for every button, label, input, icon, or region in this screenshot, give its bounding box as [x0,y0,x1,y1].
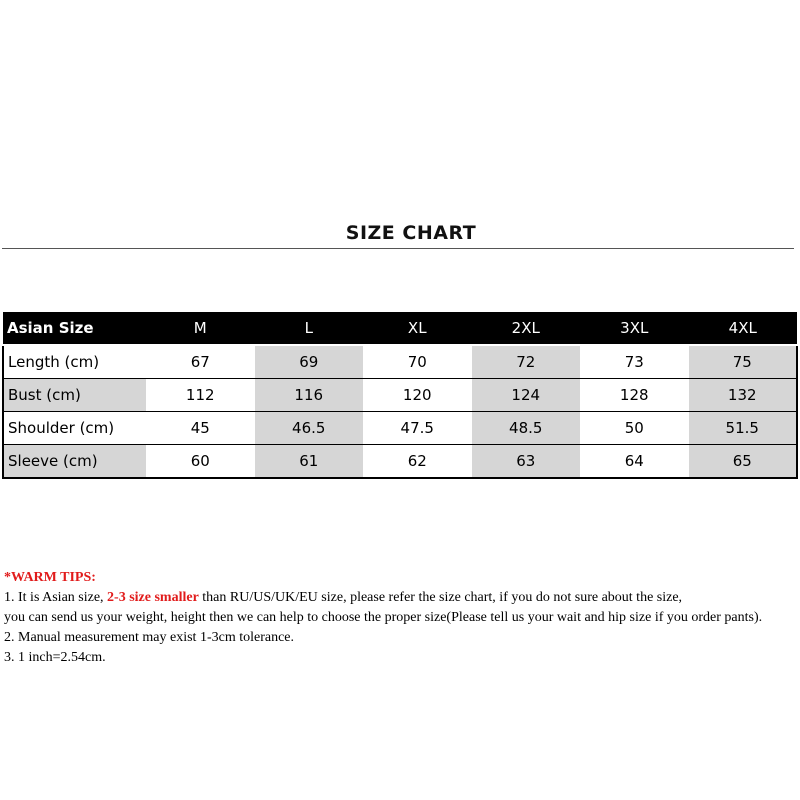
table-cell: 73 [580,345,689,379]
header-cell-size: 2XL [472,312,581,345]
header-cell-size: M [146,312,255,345]
table-cell: 112 [146,379,255,412]
tips-heading: *WARM TIPS: [4,570,96,585]
warm-tips [4,568,800,668]
row-label: Shoulder (cm) [3,412,146,445]
header-cell-asian-size: Asian Size [3,312,146,345]
table-cell: 64 [580,445,689,479]
table-cell: 75 [689,345,798,379]
table-cell: 50 [580,412,689,445]
table-cell: 48.5 [472,412,581,445]
table-row [3,412,797,445]
row-label: Sleeve (cm) [3,445,146,479]
size-table [2,312,798,479]
row-label: Length (cm) [3,345,146,379]
table-cell: 47.5 [363,412,472,445]
table-cell: 63 [472,445,581,479]
tip-1-prefix: 1. It is Asian size, [4,590,108,605]
table-row [3,379,797,412]
table-cell: 128 [580,379,689,412]
header-cell-size: XL [363,312,472,345]
table-row [3,445,797,479]
tip-1-suffix: than RU/US/UK/EU size, please refer the size chart, if you do not sure about the size, [198,590,683,605]
table-cell: 69 [255,345,364,379]
table-cell: 67 [146,345,255,379]
tip-3: 3. 1 inch=2.54cm. [4,650,106,665]
header-cell-size: L [255,312,364,345]
title-divider [2,248,794,249]
table-cell: 120 [363,379,472,412]
table-cell: 62 [363,445,472,479]
table-cell: 60 [146,445,255,479]
table-cell: 65 [689,445,798,479]
row-label: Bust (cm) [3,379,146,412]
table-cell: 61 [255,445,364,479]
tip-1-highlight: 2-3 size smaller [107,590,199,605]
tip-2: 2. Manual measurement may exist 1-3cm tolerance. [4,630,295,645]
table-cell: 70 [363,345,472,379]
page-title: SIZE CHART [345,222,477,244]
table-cell: 51.5 [689,412,798,445]
table-header-row [3,312,797,345]
tip-1-continued: you can send us your weight, height then we can help to choose the proper size(Please tell us your wait and hip size if you order pants). [4,610,763,625]
header-cell-size: 3XL [580,312,689,345]
table-cell: 124 [472,379,581,412]
table-cell: 45 [146,412,255,445]
header-cell-size: 4XL [689,312,798,345]
table-row [3,345,797,379]
table-cell: 72 [472,345,581,379]
tip-1 [4,588,800,608]
table-cell: 46.5 [255,412,364,445]
table-cell: 116 [255,379,364,412]
table-cell: 132 [689,379,798,412]
